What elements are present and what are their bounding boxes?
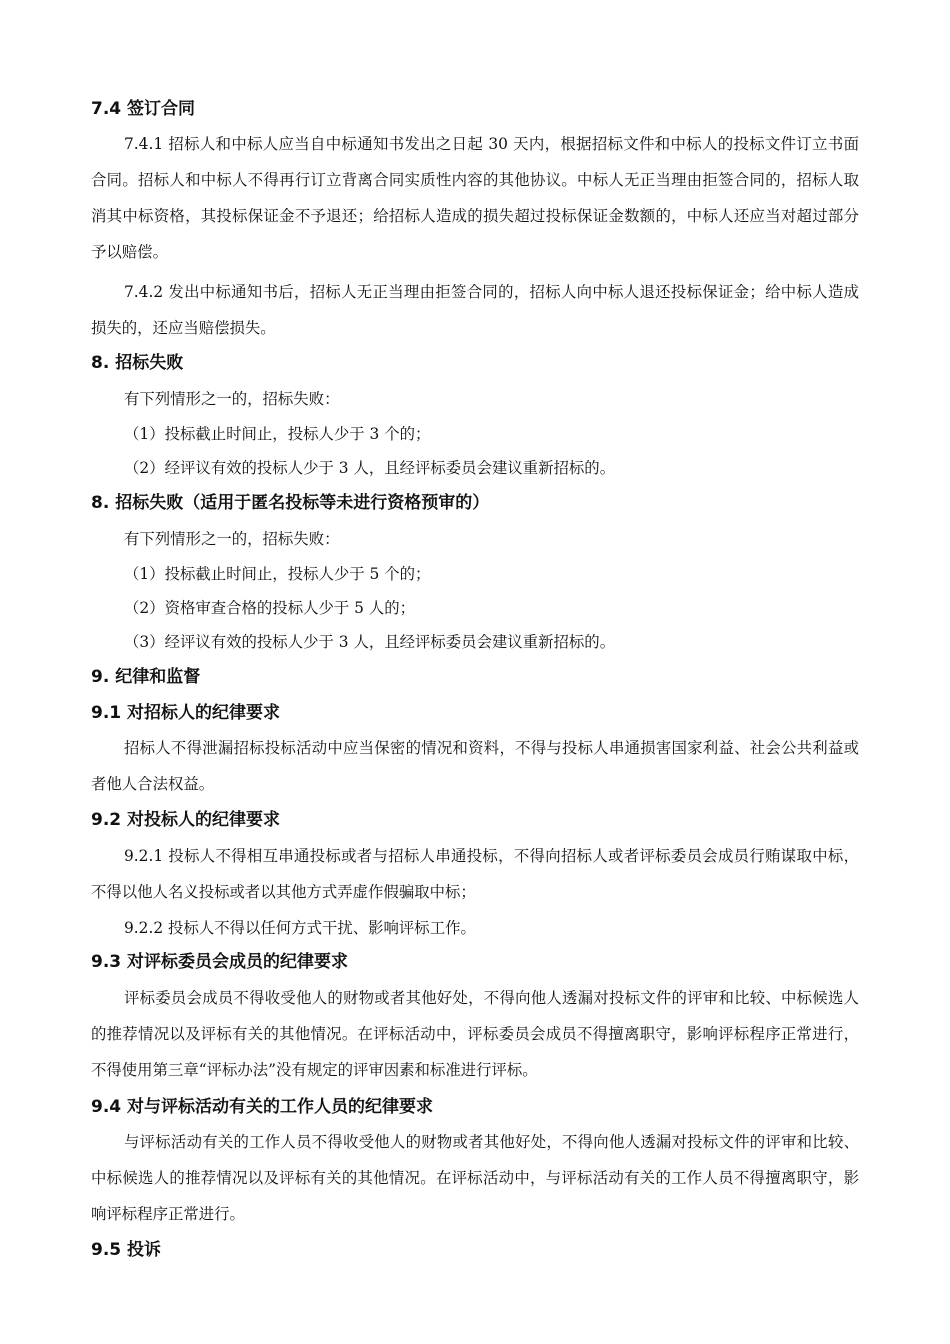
section-8b-item-3: （3）经评议有效的投标人少于 3 人，且经评标委员会建议重新招标的。 xyxy=(124,633,616,651)
section-9-3-heading: 9.3 对评标委员会成员的纪律要求 xyxy=(91,952,349,972)
section-9-3-body: 评标委员会成员不得收受他人的财物或者其他好处，不得向他人透漏对投标文件的评审和比较、中标候选人的推荐情况以及评标有关的其他情况。在评标活动中，评标委员会成员不得擅离职守，影响评标程序正常进行，不得使用第三章“评标办法”没有规定的评审因素和标准进行评标。 xyxy=(91,989,859,1079)
section-8-heading: 8. 招标失败 xyxy=(91,353,184,373)
section-8-item-2: （2）经评议有效的投标人少于 3 人，且经评标委员会建议重新招标的。 xyxy=(124,459,616,477)
clause-7-4-2: 7.4.2 发出中标通知书后，招标人无正当理由拒签合同的，招标人向中标人退还投标保证金；给中标人造成损失的，还应当赔偿损失。 xyxy=(91,283,859,337)
section-9-1-heading: 9.1 对招标人的纪律要求 xyxy=(91,703,281,723)
section-9-1-body: 招标人不得泄漏招标投标活动中应当保密的情况和资料，不得与投标人串通损害国家利益、社会公共利益或者他人合法权益。 xyxy=(91,739,859,793)
clause-9-2-1: 9.2.1 投标人不得相互串通投标或者与招标人串通投标，不得向招标人或者评标委员会成员行贿谋取中标，不得以他人名义投标或者以其他方式弄虚作假骗取中标； xyxy=(91,847,859,901)
section-9-2-heading: 9.2 对投标人的纪律要求 xyxy=(91,810,281,830)
section-8-item-1: （1）投标截止时间止，投标人少于 3 个的； xyxy=(124,425,431,443)
clause-7-4-1: 7.4.1 招标人和中标人应当自中标通知书发出之日起 30 天内，根据招标文件和中标人的投标文件订立书面合同。招标人和中标人不得再行订立背离合同实质性内容的其他协议。中标人无正当理由拒签合同的，招标人取消其中标资格，其投标保证金不予退还；给招标人造成的损失超过投标保证金数额的，中标人还应当对超过部分予以赔偿。 xyxy=(91,135,859,261)
section-8b-item-2: （2）资格审查合格的投标人少于 5 人的； xyxy=(124,599,416,617)
section-7-4-heading: 7.4 签订合同 xyxy=(91,99,196,119)
section-9-4-body: 与评标活动有关的工作人员不得收受他人的财物或者其他好处，不得向他人透漏对投标文件的评审和比较、中标候选人的推荐情况以及评标有关的其他情况。在评标活动中，与评标活动有关的工作人员不得擅离职守，影响评标程序正常进行。 xyxy=(91,1133,859,1223)
section-9-heading: 9. 纪律和监督 xyxy=(91,667,201,687)
section-9-4-heading: 9.4 对与评标活动有关的工作人员的纪律要求 xyxy=(91,1097,434,1117)
section-8b-item-1: （1）投标截止时间止，投标人少于 5 个的； xyxy=(124,565,431,583)
section-8b-intro: 有下列情形之一的，招标失败： xyxy=(124,530,340,548)
section-9-5-heading: 9.5 投诉 xyxy=(91,1240,162,1260)
section-8-intro: 有下列情形之一的，招标失败： xyxy=(124,390,340,408)
clause-9-2-2: 9.2.2 投标人不得以任何方式干扰、影响评标工作。 xyxy=(124,919,476,937)
section-8b-heading: 8. 招标失败（适用于匿名投标等未进行资格预审的） xyxy=(91,493,490,513)
